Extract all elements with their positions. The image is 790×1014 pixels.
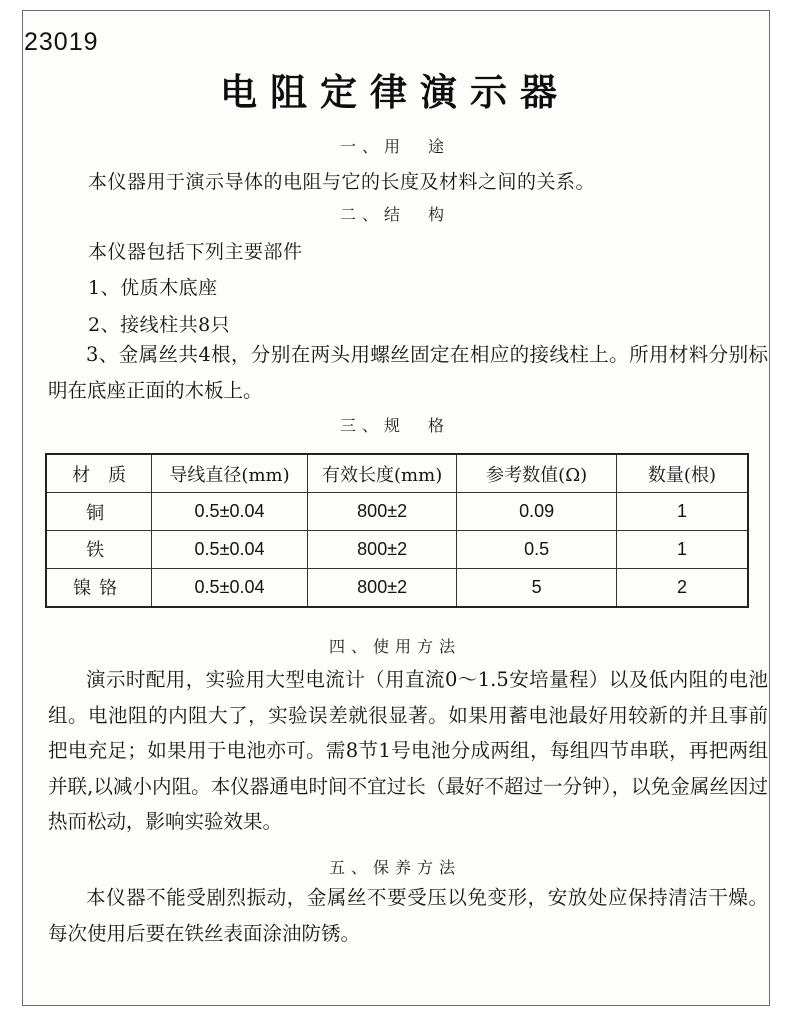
cell-length: 800±2 (307, 530, 457, 568)
header-diameter: 导线直径(mm) (152, 454, 308, 493)
cell-count: 1 (616, 493, 748, 531)
cell-resistance: 0.5 (457, 530, 616, 568)
usage-text: 演示时配用，实验用大型电流计（用直流0～1.5安培量程）以及低内阻的电池组。电池阻的内阻大了，实验误差就很显著。如果用蓄电池最好用较新的并且事前把电充足；如果用于电池亦可。需8节1号电池分成两组，每组四节串联，再把两组并联,以减小内阻。本仪器通电时间不宜过长（最好不超过一分钟），以免金属丝因过热而松动，影响实验效果。 (48, 668, 768, 833)
section-heading-purpose: 一、用 途 (339, 137, 450, 156)
page-title: 电阻定律演示器 (220, 70, 570, 114)
cell-material: 铜 (46, 493, 152, 531)
product-code: 23019 (24, 28, 99, 56)
section-heading-maintenance: 五、保养方法 (328, 858, 461, 877)
maintenance-text: 本仪器不能受剧烈振动，金属丝不要受压以免变形，安放处应保持清洁干燥。每次使用后要在铁丝表面涂油防锈。 (48, 886, 768, 945)
cell-diameter: 0.5±0.04 (152, 493, 308, 531)
cell-material: 镍铬 (46, 568, 152, 607)
section-heading-usage: 四、使用方法 (328, 637, 461, 656)
structure-intro: 本仪器包括下列主要部件 (88, 241, 303, 263)
structure-item-3: 3、金属丝共4根，分别在两头用螺丝固定在相应的接线柱上。所用材料分别标明在底座正面的木板上。 (48, 343, 768, 402)
cell-count: 1 (616, 530, 748, 568)
section-heading-structure: 二、结 构 (339, 205, 450, 224)
section-heading-specs: 三、规 格 (339, 416, 450, 435)
structure-item-1: 1、优质木底座 (88, 277, 218, 299)
cell-diameter: 0.5±0.04 (152, 568, 308, 607)
header-length: 有效长度(mm) (307, 454, 457, 493)
cell-length: 800±2 (307, 493, 457, 531)
purpose-text: 本仪器用于演示导体的电阻与它的长度及材料之间的关系。 (88, 171, 596, 193)
structure-item-2: 2、接线柱共8只 (88, 314, 231, 336)
header-count: 数量(根) (616, 454, 748, 493)
cell-length: 800±2 (307, 568, 457, 607)
header-resistance: 参考数值(Ω) (457, 454, 616, 493)
cell-resistance: 5 (457, 568, 616, 607)
table-row (46, 568, 748, 607)
header-material: 材 质 (46, 454, 152, 493)
table-row (46, 530, 748, 568)
cell-diameter: 0.5±0.04 (152, 530, 308, 568)
table-row (46, 493, 748, 531)
spec-table (45, 453, 749, 608)
cell-material: 铁 (46, 530, 152, 568)
cell-count: 2 (616, 568, 748, 607)
cell-resistance: 0.09 (457, 493, 616, 531)
table-header-row (46, 454, 748, 493)
